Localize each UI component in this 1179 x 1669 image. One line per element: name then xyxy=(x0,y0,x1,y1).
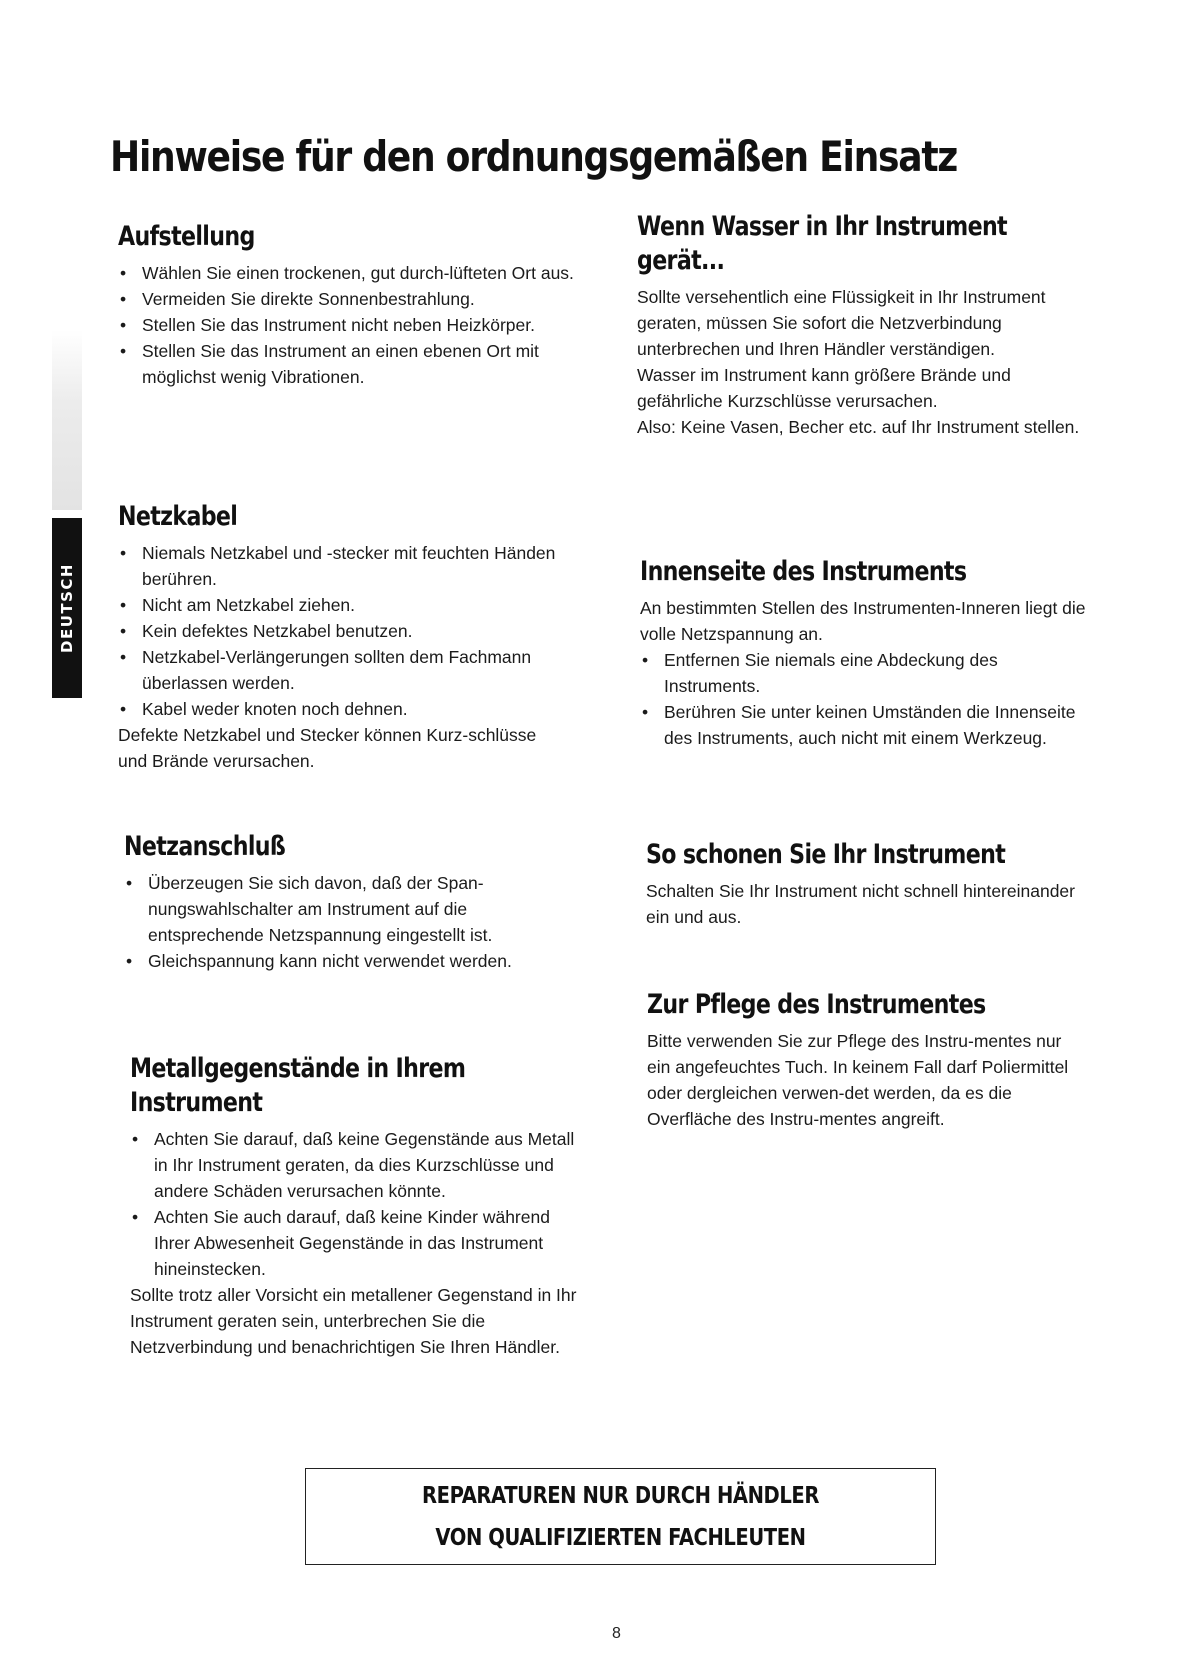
list-item: • Berühren Sie unter keinen Umständen die Innenseite des Instruments, auch nicht mit einem Werkzeug. xyxy=(640,699,1090,751)
repair-notice-line1: REPARATUREN NUR DURCH HÄNDLER xyxy=(422,1482,819,1509)
section-netzkabel xyxy=(118,500,558,774)
list-item: • Überzeugen Sie sich davon, daß der Span-nungswahlschalter am Instrument auf die entsprechende Netzspannung eingestellt ist. xyxy=(124,870,584,948)
section-title-wasser-line2: gerät... xyxy=(637,245,725,276)
innenseite-text: An bestimmten Stellen des Instrumenten-Inneren liegt die volle Netzspannung an. xyxy=(640,598,1086,644)
list-item: • Kein defektes Netzkabel benutzen. xyxy=(118,618,558,644)
page-title: Hinweise für den ordnungsgemäßen Einsatz xyxy=(110,132,958,181)
repair-notice-box xyxy=(305,1468,936,1565)
section-schonen xyxy=(646,838,1076,930)
list-item: • Kabel weder knoten noch dehnen. xyxy=(118,696,558,722)
aufstellung-list xyxy=(118,260,578,390)
section-title-netzkabel: Netzkabel xyxy=(118,501,238,532)
section-title-pflege: Zur Pflege des Instrumentes xyxy=(647,989,986,1020)
section-title-schonen: So schonen Sie Ihr Instrument xyxy=(646,839,1006,870)
section-innenseite xyxy=(640,555,1090,751)
list-item: • Niemals Netzkabel und -stecker mit feuchten Händen berühren. xyxy=(118,540,558,592)
margin-shading xyxy=(52,330,82,510)
section-title-metall-line2: Instrument xyxy=(130,1087,263,1118)
section-title-aufstellung: Aufstellung xyxy=(118,221,255,252)
list-item: • Netzkabel-Verlängerungen sollten dem Fachmann überlassen werden. xyxy=(118,644,558,696)
list-item: • Stellen Sie das Instrument nicht neben Heizkörper. xyxy=(118,312,578,338)
list-item: • Achten Sie auch darauf, daß keine Kinder während Ihrer Abwesenheit Gegenstände in das Instrument hineinstecken. xyxy=(130,1204,580,1282)
section-title-metall xyxy=(130,1052,499,1120)
wasser-text-3: Also: Keine Vasen, Becher etc. auf Ihr Instrument stellen. xyxy=(637,417,1080,437)
wasser-text-2: Wasser im Instrument kann größere Brände und gefährliche Kurzschlüsse verursachen. xyxy=(637,365,1011,411)
section-title-innenseite: Innenseite des Instruments xyxy=(640,556,967,587)
section-title-netzanschluss: Netzanschluß xyxy=(124,831,286,862)
schonen-text: Schalten Sie Ihr Instrument nicht schnell hintereinander ein und aus. xyxy=(646,881,1075,927)
section-title-metall-line1: Metallgegenstände in Ihrem xyxy=(130,1053,466,1084)
netzanschluss-list xyxy=(124,870,584,974)
list-item: • Achten Sie darauf, daß keine Gegenstände aus Metall in Ihr Instrument geraten, da dies Kurzschlüsse und andere Schäden verursachen könnte. xyxy=(130,1126,580,1204)
innenseite-list xyxy=(640,647,1090,751)
section-title-wasser-line1: Wenn Wasser in Ihr Instrument xyxy=(637,211,1007,242)
page-number: 8 xyxy=(612,1625,621,1642)
list-item: • Gleichspannung kann nicht verwendet werden. xyxy=(124,948,584,974)
repair-notice-line2: VON QUALIFIZIERTEN FACHLEUTEN xyxy=(435,1524,806,1551)
list-item: • Nicht am Netzkabel ziehen. xyxy=(118,592,558,618)
metall-list xyxy=(130,1126,580,1282)
section-aufstellung xyxy=(118,220,578,390)
section-title-wasser xyxy=(637,210,1006,278)
metall-text: Sollte trotz aller Vorsicht ein metallener Gegenstand in Ihr Instrument geraten sein, unterbrechen Sie die Netzverbindung und benachrichtigen Sie Ihren Händler. xyxy=(130,1285,577,1357)
pflege-text: Bitte verwenden Sie zur Pflege des Instru-mentes nur ein angefeuchtes Tuch. In keinem Fall darf Poliermittel oder dergleichen verwen-det werden, da es die Overfläche des Instru-mentes angreift. xyxy=(647,1031,1069,1129)
netzkabel-list xyxy=(118,540,558,722)
section-metall xyxy=(130,1052,580,1360)
section-pflege xyxy=(647,988,1077,1132)
section-netzanschluss xyxy=(124,830,584,974)
list-item: • Wählen Sie einen trockenen, gut durch-lüfteten Ort aus. xyxy=(118,260,578,286)
list-item: • Vermeiden Sie direkte Sonnenbestrahlung. xyxy=(118,286,578,312)
list-item: • Entfernen Sie niemals eine Abdeckung des Instruments. xyxy=(640,647,1090,699)
section-wasser xyxy=(637,210,1087,440)
netzkabel-text: Defekte Netzkabel und Stecker können Kurz-schlüsse und Brände verursachen. xyxy=(118,725,537,771)
language-tab-label: DEUTSCH xyxy=(58,563,77,653)
language-tab xyxy=(52,518,82,698)
list-item: • Stellen Sie das Instrument an einen ebenen Ort mit möglichst wenig Vibrationen. xyxy=(118,338,578,390)
wasser-text-1: Sollte versehentlich eine Flüssigkeit in Ihr Instrument geraten, müssen Sie sofort die Netzverbindung unterbrechen und Ihren Händler verständigen. xyxy=(637,287,1046,359)
